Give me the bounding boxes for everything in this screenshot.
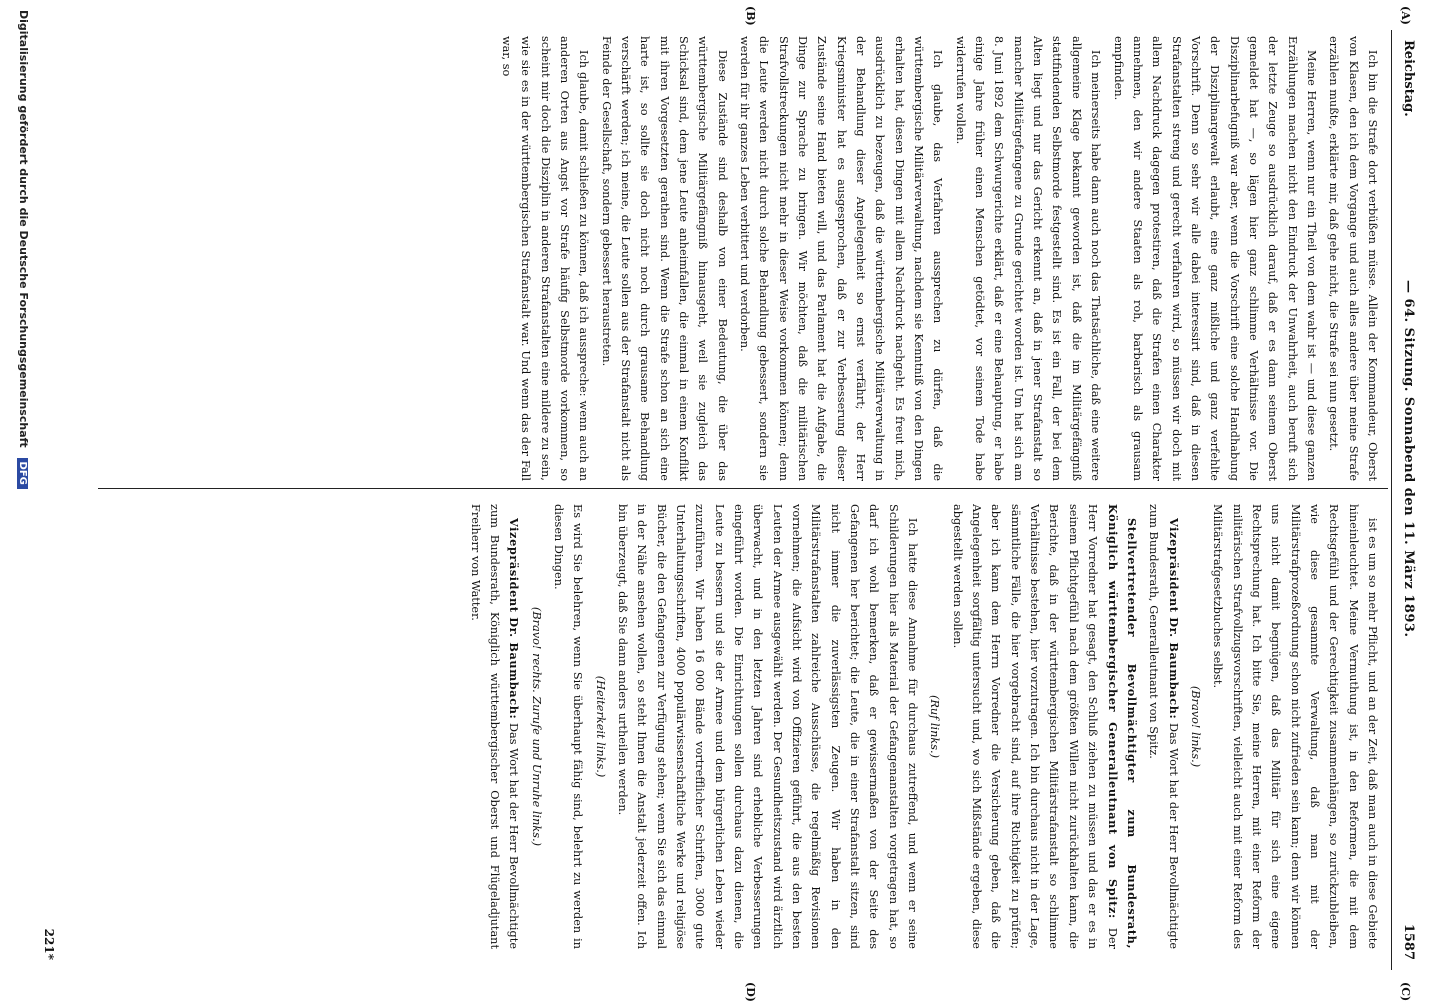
speaker-name: Vizepräsident Dr. Baumbach: <box>1166 518 1181 720</box>
paragraph: Diese Zustände sind deshalb von einer Bedeutung, die über das württembergische Militärgefängniß hinausgeht, weil sie zugleich das Schicksal sind, dem jene Leute anheimfallen, die einmal in einem Konflikt mit ihren Vorgesetzten gerathen sind. Wenn die Strafe schon an sich eine harte ist, so sollte sie doch nicht noch durch grausame Behandlung verschärft werden; ich meine, die Leute sollen aus der Strafanstalt nicht als Feinde der Gesellschaft, sondern gebessert heraustreten. <box>599 36 729 481</box>
stage-direction: (Heiterkeit links.) <box>593 675 607 778</box>
page-header <box>1394 30 1416 980</box>
paragraph: Ich meinerseits habe dann auch noch das Thatsächliche, daß eine weitere allgemeine Klage bekannt geworden ist, daß die im Militärgefängniß stattfindenden Selbstmorde festgestellt sind. Es ist ein Fall, der bei dem Alten liegt und nur das Gericht erkennt an, daß in jener Strafanstalt so mancher Militärgefangene zu Grunde gerichtet worden ist. Um hat sich am 8. Juni 1892 dem Schwurgerichte erklärt, daß er eine Behauptung, er habe einige Jahre früher einen Menschen getödtet, vor seinem Tode habe widerrufen wollen. <box>953 36 1103 481</box>
paragraph: Es wird Sie belehren, wenn Sie überhaupt fähig sind, belehrt zu werden in diesen Dingen. <box>551 504 585 949</box>
text-column-left <box>494 36 1382 481</box>
speaker-name: Stellvertretender Bevollmächtigter zum Bundesrath, Königlich württembergischer Generalleutnant von Spitz: <box>1105 504 1139 949</box>
page-number: 1587 <box>1401 923 1416 960</box>
margin-marker-a: (A) <box>1399 6 1412 25</box>
header-rule <box>1391 30 1392 970</box>
margin-marker-d: (D) <box>744 982 757 1002</box>
stage-direction: (Ruf links.) <box>928 694 942 759</box>
paragraph: Ich bin die Strafe dort verbüßen müsse. Allein der Kommandeur, Oberst von Klasen, den ich dem Vorgange und auch alles andere über meine Strafe erzählen mußte, erklärte mir, daß gehe nicht, die Strafe sei nun gesetzt. <box>1327 36 1379 481</box>
signature-mark: 221* <box>42 928 56 960</box>
column-divider <box>98 488 1388 489</box>
stage-direction: (Bravo! rechts. Zurufe und Unruhe links.) <box>529 606 543 847</box>
speaker-name: Vizepräsident Dr. Baumbach: <box>507 518 522 720</box>
paragraph: ist es um so mehr Pflicht, und an der Zeit, daß man auch in diese Gebiete hineinleuchtet. Meine Vermuthung ist, in den Reformen, die mit dem Rechtsgefühl und der Gerechtigkeit zusammenhängen, so zurückzubleiben, wie diese gesammte Verwaltung, daß man mit der Militärstrafprozeßordnung schon nicht zufrieden sein kann; denn wir können uns nicht damit begnügen, daß das Militär für sich eine eigene Rechtsprechung hat. Ich bitte Sie, meine Herren, mit einer Reform der militärischen Strafvollzugsvorschriften, vielleicht auch mit einer Reform des Militärstrafgesetzbuches selbst. <box>1211 504 1379 949</box>
stage-direction: (Bravo! links.) <box>1188 685 1202 768</box>
paragraph: Meine Herren, wenn nur ein Theil von dem wahr ist — und diese ganzen Erzählungen machen nicht den Eindruck der Unwahrheit, auch beruft sich der letzte Zeuge so ausdrücklich darauf, daß er es dann seinem Oberst gemeldet hat —, so lägen hier ganz schlimme Verhältnisse vor. Die Disziplinarbefugniß war aber, wenn die Vorschrift eine solche Handhabung der Disziplinargewalt erlaubt, eine ganz mißliche und ganz verfehlte Vorschrift. Denn so sehr wir alle dabei interessirt sind, daß in diesen Strafanstalten streng und gerecht verfahren wird, so müssen wir doch mit allem Nachdruck dagegen protestiren, daß die Strafen einen Charakter annehmen, den wir andere Staaten als roh, barbarisch als grausam empfinden. <box>1111 36 1318 481</box>
dfg-logo: DFG <box>17 458 28 489</box>
credit-text: Digitalisierung gefördert durch die Deutsche Forschungsgemeinschaft <box>17 10 30 448</box>
paragraph: Ich hatte diese Annahme für durchaus zutreffend, und wenn er seine Schilderungen hier als Material der Gefangenanstalten vorgetragen hat, so darf ich wohl bemerken, daß er gewissermaßen von der Seite des Gefangenen her berichtet; die Leute, die in einer Strafanstalt sitzen, sind nicht immer die zuverlässigsten Zeugen. Wir haben in den Militärstrafanstalten zahlreiche Ausschüsse, die regelmäßig Revisionen vornehmen; die Aufsicht wird von Offizieren geführt, die aus den besten Leuten der Armee ausgewählt werden. Der Gesundheitszustand wird ärztlich überwacht, und in den letzten Jahren sind erhebliche Verbesserungen eingeführt worden. Die Einrichtungen sollen durchaus dazu dienen, die Leute zu bessern und sie der Armee und dem bürgerlichen Leben wieder zuzuführen. Wir haben 16 000 Bände vortrefflicher Schriften, 3000 gute Unterhaltungsschriften, 4000 populärwissenschaftliche Werke und religiöse Bücher, die den Gefangenen zur Verfügung stehen; wenn Sie sich das einmal in der Nähe ansehen wollen, so steht Ihnen die Anstalt jederzeit offen. Ich bin überzeugt, daß Sie dann anders urtheilen werden. <box>615 504 920 949</box>
digitization-credit <box>10 10 30 990</box>
header-left: Reichstag. <box>1401 40 1416 117</box>
text-column-right <box>462 504 1382 949</box>
header-session: — 64. Sitzung. Sonnabend den 11. März 1893. <box>1401 280 1416 638</box>
margin-marker-b: (B) <box>744 6 757 26</box>
paragraph: Vizepräsident Dr. Baumbach: Das Wort hat der Herr Bevollmächtigte zum Bundesrath, Königlich württembergischer Oberst und Flügeladjutant Freiherr von Watter. <box>468 504 522 950</box>
margin-marker-c: (C) <box>1399 982 1412 1002</box>
paragraph: Ich glaube, das Verfahren aussprechen zu dürfen, daß die württembergische Militärverwaltung, nachdem sie Kenntniß von den Dingen erhalten hat, diesen Dingen mit allem Nachdruck nachgeht. Es freut mich, ausdrücklich zu bezeugen, daß die württembergische Militärverwaltung in der Behandlung dieser Angelegenheit so ernst verfährt; der Herr Kriegsminister hat es ausgesprochen, daß er zur Verbesserung dieser Zustände seine Hand bieten will, und das Parlament hat die Aufgabe, die Dinge zur Sprache zu bringen. Wir möchten, daß die militärischen Strafvollstreckungen nicht mehr in dieser Weise vorkommen können; denn die Leute werden nicht durch solche Behandlung gebessert, sondern sie werden für ihr ganzes Leben verbittert und verdorben. <box>738 36 945 481</box>
paragraph: Ich glaube, damit schließen zu können, daß ich ausspreche: wenn auch an anderen Orten aus Angst vor Strafe häufig Selbstmorde vorkommen, so scheint mir doch die Disziplin in anderen Strafanstalten eine mildere zu sein, wie sie es in der württembergischen Strafanstalt war. Und wenn das der Fall war, so <box>499 36 591 481</box>
paragraph: Vizepräsident Dr. Baumbach: Das Wort hat der Herr Bevollmächtigte zum Bundesrath, Generalleutnant von Spitz. <box>1147 504 1181 950</box>
paragraph: Stellvertretender Bevollmächtigter zum Bundesrath, Königlich württembergischer Generalleutnant von Spitz: Der Herr Vorredner hat gesagt, den Schluß ziehen zu müssen und das er es in seinem Pflichtgefühl nach dem größten Willen nicht zurückhalten kann, die Berichte, daß in der württembergischen Militärstrafanstalt so schlimme Verhältnisse bestehen, hier vorzutragen. Ich bin durchaus nicht in der Lage, sämmtliche Fälle, die hier vorgebracht sind, auf ihre Richtigkeit zu prüfen; aber ich kann dem Herrn Vorredner die Versicherung geben, daß die Angelegenheit sorgfältig untersucht und, wo sich Mißstände ergeben, diese abgestellt werden sollen. <box>950 504 1139 950</box>
